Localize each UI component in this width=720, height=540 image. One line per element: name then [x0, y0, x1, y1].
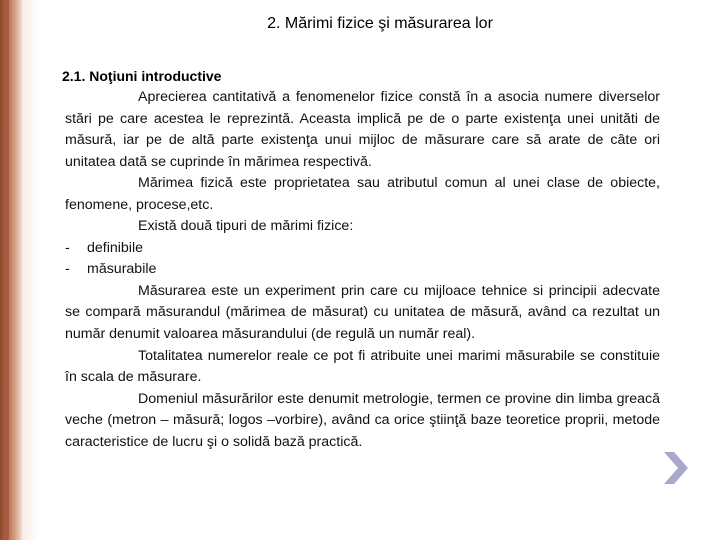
paragraph-6: Domeniul măsurărilor este denumit metrologie, termen ce provine din limba greacă veche (metron – măsură; logos –vorbire), având ca orice ştiinţă baze teoretice proprii, metode caracteristice de lucru şi o solidă bază practică.: [65, 390, 660, 450]
slide-body: [65, 87, 660, 453]
decorative-side-shade: [22, 0, 40, 540]
list-item: [65, 238, 660, 260]
paragraph-4: Măsurarea este un experiment prin care cu mijloace tehnice si principii adecvate se compară măsurandul (mărimea de măsurat) cu unitatea de măsură, având ca rezultat un număr denumit valoarea măsurandului (de regulă un număr real).: [65, 282, 660, 343]
decorative-side-band: [0, 0, 22, 540]
slide-title: 2. Mărimi fizice şi măsurarea lor: [267, 15, 493, 32]
list-item: [65, 259, 660, 281]
paragraph-3: Există două tipuri de mărimi fizice:: [138, 218, 354, 235]
paragraph-5: Totalitatea numerelor reale ce pot fi atribuite unei marimi măsurabile se constituie în scala de măsurare.: [65, 347, 660, 386]
paragraph-1: Aprecierea cantitativă a fenomenelor fizice constă în a asocia numere diverselor stări pe care acestea le reprezintă. Aceasta implică pe de o parte existenţa unei unităti de măsură, iar pe de altă parte existenţa unui mijloc de măsurare care să arate de câte ori unitatea dată se cuprinde în mărimea respectivă.: [65, 89, 660, 170]
list-item-label: definibile: [87, 239, 144, 256]
paragraph-2: Mărimea fizică este proprietatea sau atributul comun al unei clase de obiecte, fenomene, procese,etc.: [65, 175, 660, 213]
list-item-label: măsurabile: [87, 261, 157, 278]
chevron-right-icon-shape: [664, 452, 688, 484]
quantity-types-list: [65, 238, 660, 281]
list-marker: -: [65, 261, 70, 278]
list-marker: -: [65, 239, 70, 256]
chevron-right-icon[interactable]: [660, 450, 690, 486]
section-heading: 2.1. Noţiuni introductive: [62, 68, 222, 84]
